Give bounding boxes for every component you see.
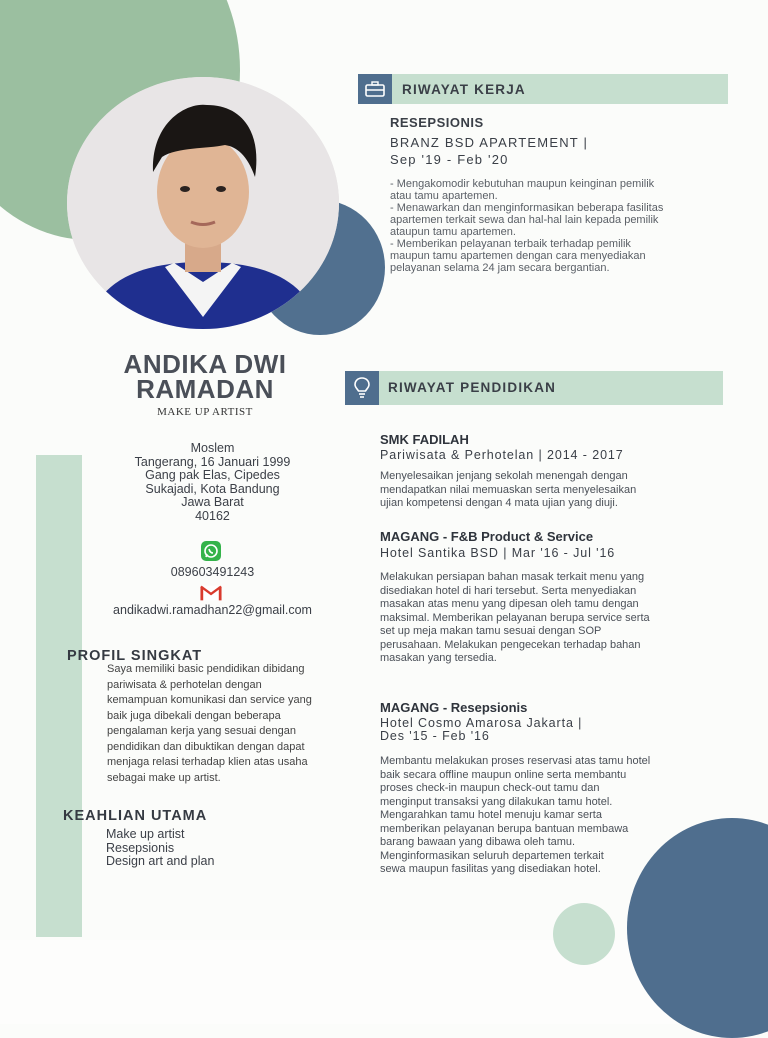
profil-line: baik juga dibekali dengan beberapa: [107, 709, 281, 722]
profil-line: pendidikan dan dibuktikan dengan dapat: [107, 740, 305, 753]
job-desc-line: maupun tamu apartemen dengan cara menyediakan: [390, 250, 646, 262]
riwayat-pendidikan-icon-box: [345, 371, 379, 405]
edu-desc-line: ujian kompetensi dengan 4 mata ujian yang diuji.: [380, 497, 618, 509]
profil-line: menjaga relasi terhadap klien atas usaha: [107, 756, 308, 768]
keahlian-title: KEAHLIAN UTAMA: [63, 808, 208, 824]
edu-subtitle: Hotel Cosmo Amarosa Jakarta |: [380, 716, 583, 730]
edu-description: [380, 755, 650, 877]
edu-desc-line: set up meja makan tamu sesuai dengan SOP: [380, 625, 602, 637]
edu-subtitle: Hotel Santika BSD | Mar '16 - Jul '16: [380, 546, 616, 560]
profil-line: pengalaman kerja yang sesuai dengan: [107, 725, 296, 737]
religion: Moslem: [190, 441, 235, 455]
person-name: [100, 349, 310, 404]
decor-green-circle-bottom: [553, 903, 615, 965]
edu-desc-line: Menginformasikan seluruh departemen terkait: [380, 849, 604, 862]
job-desc-line: - Menawarkan dan menginformasikan beberapa fasilitas: [390, 202, 664, 214]
job-description: [390, 178, 663, 274]
edu-desc-line: masakan yang tersedia.: [380, 652, 497, 664]
edu-desc-line: masakan atas menu yang dipesan oleh tamu dengan: [380, 598, 639, 610]
edu-title: SMK FADILAH: [380, 432, 469, 447]
edu-desc-line: Menyelesaikan jenjang sekolah menengah dengan: [380, 470, 628, 482]
job-desc-line: apartemen terkait sewa dan hal-hal lain kepada pemilik: [390, 214, 659, 226]
profession-title: MAKE UP ARTIST: [157, 406, 253, 418]
edu-description: [380, 571, 650, 666]
edu-desc-line: Membantu melakukan proses reservasi atas tamu hotel: [380, 755, 651, 767]
riwayat-pendidikan-title: RIWAYAT PENDIDIKAN: [388, 380, 557, 395]
job-desc-line: atau tamu apartemen.: [390, 190, 498, 202]
job-company: BRANZ BSD APARTEMENT |: [390, 135, 589, 150]
profil-line: Saya memiliki basic pendidikan dibidang: [107, 663, 305, 675]
gmail-icon: [200, 583, 222, 603]
person-portrait-icon: [67, 77, 339, 329]
job-desc-line: - Memberikan pelayanan terbaik terhadap pemilik: [390, 238, 631, 250]
profil-singkat-title: PROFIL SINGKAT: [67, 648, 203, 664]
profil-line: kemampuan komunikasi dan service yang: [107, 694, 312, 706]
edu-desc-line: barang bawaan yang dibawa oleh tamu.: [380, 836, 576, 848]
edu-desc-line: Melakukan persiapan bahan masak terkait menu yang: [380, 571, 645, 583]
name-line-1: ANDIKA DWI: [123, 349, 287, 379]
lightbulb-icon: [354, 377, 370, 399]
personal-info: [100, 442, 325, 523]
job-title: RESEPSIONIS: [390, 115, 484, 130]
whatsapp-icon: [200, 541, 222, 561]
address-line-2: Sukajadi, Kota Bandung: [145, 481, 280, 496]
edu-desc-line: menginput transaksi yang dilakukan tamu hotel.: [380, 795, 613, 808]
edu-subtitle: Pariwisata & Perhotelan | 2014 - 2017: [380, 448, 624, 462]
phone-number: 089603491243: [170, 565, 255, 579]
skills-list: [106, 828, 214, 869]
riwayat-kerja-title: RIWAYAT KERJA: [402, 82, 526, 97]
province: Jawa Barat: [181, 495, 244, 509]
briefcase-icon: [365, 81, 385, 97]
profil-line: sebagai make up artist.: [107, 771, 221, 784]
edu-desc-line: maksimal. Memberikan pelayanan berupa service serta: [380, 611, 650, 624]
decor-green-bar: [36, 455, 82, 937]
riwayat-kerja-icon-box: [358, 74, 392, 104]
edu-desc-line: perusahaan. Melakukan pengecekan terhadap bahan: [380, 638, 641, 651]
edu-title: MAGANG - F&B Product & Service: [380, 529, 594, 544]
edu-desc-line: memberikan pelayanan berupa bantuan membawa: [380, 822, 629, 835]
email-address: andikadwi.ramadhan22@gmail.com: [113, 603, 312, 617]
address-line-1: Gang pak Elas, Cipedes: [145, 468, 280, 482]
job-desc-line: pelayanan selama 24 jam secara bergantian.: [390, 262, 610, 274]
skill-item: Resepsionis: [106, 840, 175, 855]
edu-desc-line: disediakan hotel di hari tersebut. Serta menyediakan: [380, 584, 637, 597]
skill-item: Make up artist: [106, 827, 185, 841]
edu-desc-line: Mengarahkan tamu hotel menuju kamar serta: [380, 809, 602, 821]
birth-date: Tangerang, 16 Januari 1999: [134, 454, 291, 469]
skill-item: Design art and plan: [106, 854, 215, 868]
job-desc-line: - Mengakomodir kebutuhan maupun keinginan pemilik: [390, 178, 655, 190]
edu-title: MAGANG - Resepsionis: [380, 700, 528, 715]
profil-singkat-text: [107, 662, 343, 786]
edu-desc-line: mendapatkan nilai memuaskan serta menyelesaikan: [380, 483, 637, 496]
edu-desc-line: baik secara offline maupun online serta membantu: [380, 768, 627, 781]
edu-desc-line: sewa maupun fasilitas yang disediakan hotel.: [380, 863, 601, 875]
name-line-2: RAMADAN: [136, 374, 274, 404]
postal-code: 40162: [195, 508, 230, 523]
edu-description: [380, 470, 636, 511]
edu-desc-line: proses check-in maupun check-out tamu dan: [380, 782, 600, 794]
profil-line: pariwisata & perhotelan dengan: [107, 678, 262, 691]
job-desc-line: ataupun tamu apartemen.: [390, 226, 516, 238]
job-period: Sep '19 - Feb '20: [390, 152, 509, 167]
edu-subtitle-2: Des '15 - Feb '16: [380, 729, 490, 743]
profile-photo: [67, 77, 339, 329]
